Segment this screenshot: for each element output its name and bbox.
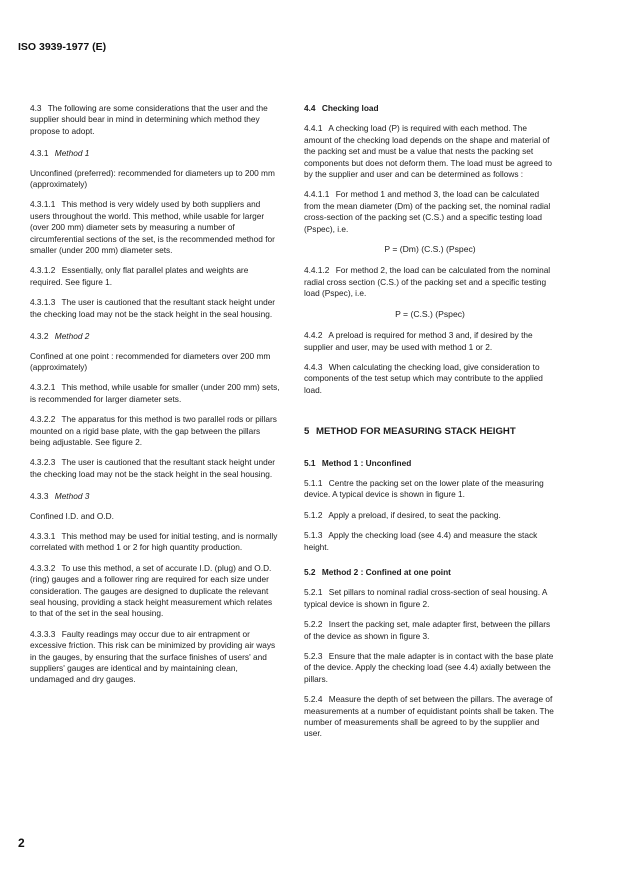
clause-5-2-2: 5.2.2 Insert the packing set, male adapter first, between the pillars of the device as shown in figure 3.: [304, 619, 551, 641]
clause-4-3-3-3: 4.3.3.3 Faulty readings may occur due to air entrapment or excessive friction. This risk can be minimized by providing air ways in the gauges, by ensuring that the surface finishes of users' and suppliers' gauges are identical and by maintaining clean, undamaged and dry gauges.: [30, 628, 276, 685]
clause-4-4-1: 4.4.1 A checking load (P) is required with each method. The amount of the checking load depends on the shape and material of the packing set and must be a value that nests the packing set components but does not deform them. The load must be agreed to by the supplier and user and can be determined as follows :: [304, 123, 552, 180]
clause-4-3-2-1: 4.3.2.1 This method, while usable for smaller (under 200 mm) sets, is recommended for larger diameter sets.: [30, 382, 280, 404]
clause-4-3-1-text: Unconfined (preferred): recommended for diameters up to 200 mm (approximately): [30, 167, 275, 190]
clause-4-3-3-1: 4.3.3.1 This method may be used for initial testing, and is normally correlated with method 1 or 2 for high quantity production.: [30, 530, 278, 553]
clause-4-4-2: 4.4.2 A preload is required for method 3 and, if desired by the supplier and user, may be used with method 1 or 2.: [304, 330, 533, 352]
page-number: 2: [18, 836, 25, 850]
clause-4-3: 4.3 The following are some considerations that the user and the supplier should bear in mind in determining which method they propose to adopt.: [30, 103, 268, 136]
right-column: [304, 103, 556, 749]
clause-5-2-3: 5.2.3 Ensure that the male adapter is in contact with the base plate of the device. Apply the checking load (see 4.4) axially between the pillars.: [304, 651, 554, 684]
clause-5-1-1: 5.1.1 Centre the packing set on the lower plate of the measuring device. A typical device is shown in figure 1.: [304, 477, 544, 500]
clause-4-3-2-3: 4.3.2.3 The user is cautioned that the resultant stack height under the checking load may not be the stack height in the seal housing.: [30, 457, 276, 479]
formula-2: P = (C.S.) (Pspec): [395, 308, 465, 319]
clause-4-4-1-1: 4.4.1.1 For method 1 and method 3, the load can be calculated from the mean diameter (Dm) of the packing set, the nominal radial cross-section of the packing set (C.S.) and a specific testing load (Pspec), i.e.: [304, 189, 551, 234]
clause-4-3-2-text: Confined at one point : recommended for diameters over 200 mm (approximately): [30, 350, 271, 372]
clause-5-2-4: 5.2.4 Measure the depth of set between the pillars. The average of measurements at a number of equidistant points shall be taken. The number of measurements shall be agreed to by the supplier and user.: [304, 694, 554, 739]
clause-5-1-3: 5.1.3 Apply the checking load (see 4.4) and measure the stack height.: [304, 530, 538, 552]
clause-5-1-2: 5.1.2 Apply a preload, if desired, to seat the packing.: [304, 509, 501, 520]
clause-4-3-1-heading: 4.3.1 Method 1: [30, 148, 90, 159]
clause-4-3-2-heading: 4.3.2 Method 2: [30, 331, 90, 342]
clause-5-2-1: 5.2.1 Set pillars to nominal radial cross-section of seal housing. A typical device is shown in figure 2.: [304, 587, 547, 609]
section-5-heading: 5 METHOD FOR MEASURING STACK HEIGHT: [304, 426, 516, 438]
standard-header: ISO 3939-1977 (E): [18, 41, 107, 53]
clause-4-3-3-heading: 4.3.3 Method 3: [30, 491, 90, 502]
clause-4-3-3-text: Confined I.D. and O.D.: [30, 510, 114, 521]
clause-4-3-1-2: 4.3.1.2 Essentially, only flat parallel plates and weights are required. See figure 1.: [30, 265, 249, 287]
clause-4-4-3: 4.4.3 When calculating the checking load, give consideration to components of the test setup which may contribute to the applied load.: [304, 361, 543, 395]
left-column: [30, 103, 280, 695]
clause-4-4-heading: 4.4 Checking load: [304, 103, 379, 113]
formula-1: P = (Dm) (C.S.) (Pspec): [384, 244, 476, 255]
clause-4-4-1-2: 4.4.1.2 For method 2, the load can be calculated from the nominal radial cross section (C.S.) of the packing set and a specific testing load (Pspec), i.e.: [304, 265, 551, 299]
clause-4-3-2-2: 4.3.2.2 The apparatus for this method is two parallel rods or pillars mounted on a rigid base plate, with the gap between the pillars being adjustable. See figure 2.: [30, 414, 277, 447]
clause-4-3-1-3: 4.3.1.3 The user is cautioned that the resultant stack height under the checking load may not be the stack height in the seal housing.: [30, 297, 276, 319]
clause-5-1-heading: 5.1 Method 1 : Unconfined: [304, 457, 412, 468]
clause-4-3-3-2: 4.3.3.2 To use this method, a set of accurate I.D. (plug) and O.D. (ring) gauges and a follower ring are required for each size under consideration. The gauges are designed to duplicate the relevant seal housing, providing a stack height measurement which relates to that of the set in the seal housing.: [30, 562, 273, 619]
clause-4-3-1-1: 4.3.1.1 This method is very widely used by both suppliers and users throughout the world. This method, while usable for larger (over 200 mm) diameter sets by measuring a number of circumferential sections of the set, is the recommended method for smaller (under 200 mm) diameter sets.: [30, 199, 275, 256]
clause-5-2-heading: 5.2 Method 2 : Confined at one point: [304, 566, 451, 577]
